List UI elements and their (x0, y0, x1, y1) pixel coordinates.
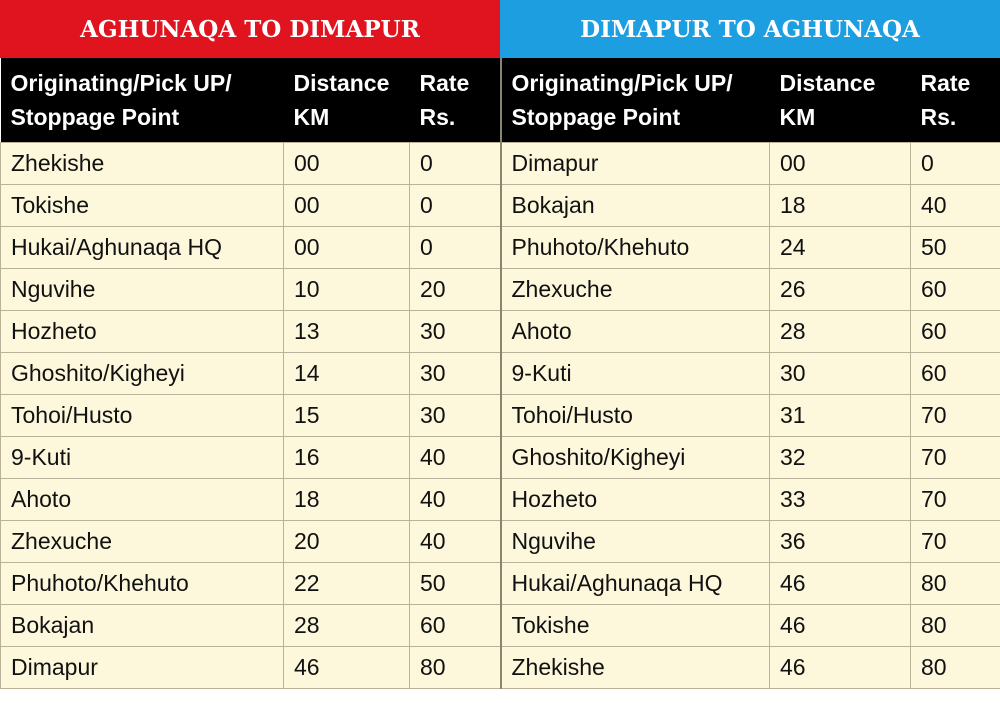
table-row (1, 269, 1000, 311)
right-point-cell: Phuhoto/Khehuto (501, 227, 770, 269)
right-distance-cell: 24 (770, 227, 911, 269)
right-distance-cell: 46 (770, 647, 911, 689)
right-point-cell: Hozheto (501, 479, 770, 521)
right-rate-cell: 50 (911, 227, 1000, 269)
left-point-cell: 9-Kuti (1, 437, 284, 479)
right-rate-cell: 70 (911, 479, 1000, 521)
left-point-cell: Ghoshito/Kigheyi (1, 353, 284, 395)
left-rate-cell: 30 (410, 395, 501, 437)
left-point-cell: Zhexuche (1, 521, 284, 563)
table-row (1, 185, 1000, 227)
right-distance-cell: 00 (770, 143, 911, 185)
column-header-row (1, 58, 1000, 143)
left-distance-cell: 00 (284, 227, 410, 269)
left-distance-cell: 22 (284, 563, 410, 605)
right-point-cell: Nguvihe (501, 521, 770, 563)
right-distance-cell: 26 (770, 269, 911, 311)
left-rate-cell: 60 (410, 605, 501, 647)
left-point-cell: Phuhoto/Khehuto (1, 563, 284, 605)
table-row (1, 605, 1000, 647)
right-rate-cell: 80 (911, 647, 1000, 689)
right-rate-cell: 80 (911, 605, 1000, 647)
right-rate-cell: 70 (911, 437, 1000, 479)
right-distance-cell: 30 (770, 353, 911, 395)
table-row (1, 479, 1000, 521)
left-rate-cell: 20 (410, 269, 501, 311)
left-rate-cell: 30 (410, 353, 501, 395)
left-point-cell: Nguvihe (1, 269, 284, 311)
right-point-cell: Bokajan (501, 185, 770, 227)
left-distance-header: Distance KM (284, 58, 410, 143)
left-point-cell: Hukai/Aghunaqa HQ (1, 227, 284, 269)
right-point-cell: Zhekishe (501, 647, 770, 689)
right-distance-cell: 46 (770, 563, 911, 605)
left-rate-cell: 0 (410, 227, 501, 269)
table-row (1, 395, 1000, 437)
left-distance-cell: 00 (284, 185, 410, 227)
right-rate-header: Rate Rs. (911, 58, 1000, 143)
right-route-title: DIMAPUR TO AGHUNAQA (500, 0, 1000, 58)
left-rate-cell: 80 (410, 647, 501, 689)
right-rate-cell: 60 (911, 269, 1000, 311)
right-point-cell: Dimapur (501, 143, 770, 185)
left-point-header: Originating/Pick UP/ Stoppage Point (1, 58, 284, 143)
table-row (1, 143, 1000, 185)
right-rate-cell: 70 (911, 395, 1000, 437)
left-rate-cell: 50 (410, 563, 501, 605)
left-point-cell: Tohoi/Husto (1, 395, 284, 437)
right-distance-cell: 31 (770, 395, 911, 437)
table-row (1, 521, 1000, 563)
left-distance-cell: 14 (284, 353, 410, 395)
table-row (1, 353, 1000, 395)
left-rate-cell: 0 (410, 143, 501, 185)
left-distance-cell: 13 (284, 311, 410, 353)
left-point-cell: Dimapur (1, 647, 284, 689)
right-distance-cell: 46 (770, 605, 911, 647)
left-rate-cell: 0 (410, 185, 501, 227)
left-distance-cell: 18 (284, 479, 410, 521)
right-point-header: Originating/Pick UP/ Stoppage Point (501, 58, 770, 143)
left-rate-header: Rate Rs. (410, 58, 501, 143)
right-distance-cell: 32 (770, 437, 911, 479)
table-row (1, 227, 1000, 269)
right-point-cell: Tokishe (501, 605, 770, 647)
left-route-title: AGHUNAQA TO DIMAPUR (0, 0, 500, 58)
right-point-cell: Zhexuche (501, 269, 770, 311)
left-distance-cell: 10 (284, 269, 410, 311)
right-point-cell: Hukai/Aghunaqa HQ (501, 563, 770, 605)
left-distance-cell: 20 (284, 521, 410, 563)
left-distance-cell: 16 (284, 437, 410, 479)
right-distance-header: Distance KM (770, 58, 911, 143)
right-distance-cell: 36 (770, 521, 911, 563)
left-distance-cell: 28 (284, 605, 410, 647)
left-point-cell: Hozheto (1, 311, 284, 353)
left-rate-cell: 40 (410, 437, 501, 479)
right-distance-cell: 28 (770, 311, 911, 353)
right-distance-cell: 18 (770, 185, 911, 227)
left-distance-cell: 15 (284, 395, 410, 437)
right-rate-cell: 70 (911, 521, 1000, 563)
left-distance-cell: 00 (284, 143, 410, 185)
right-point-cell: Ghoshito/Kigheyi (501, 437, 770, 479)
right-rate-cell: 60 (911, 353, 1000, 395)
right-point-cell: Tohoi/Husto (501, 395, 770, 437)
right-point-cell: 9-Kuti (501, 353, 770, 395)
table-row (1, 437, 1000, 479)
table-row (1, 647, 1000, 689)
left-rate-cell: 30 (410, 311, 501, 353)
right-point-cell: Ahoto (501, 311, 770, 353)
left-point-cell: Tokishe (1, 185, 284, 227)
left-distance-cell: 46 (284, 647, 410, 689)
left-point-cell: Bokajan (1, 605, 284, 647)
fare-table (0, 58, 1000, 689)
table-row (1, 311, 1000, 353)
table-row (1, 563, 1000, 605)
right-distance-cell: 33 (770, 479, 911, 521)
right-rate-cell: 0 (911, 143, 1000, 185)
left-point-cell: Zhekishe (1, 143, 284, 185)
right-rate-cell: 40 (911, 185, 1000, 227)
left-point-cell: Ahoto (1, 479, 284, 521)
left-rate-cell: 40 (410, 521, 501, 563)
right-rate-cell: 80 (911, 563, 1000, 605)
left-rate-cell: 40 (410, 479, 501, 521)
right-rate-cell: 60 (911, 311, 1000, 353)
fare-rows (1, 143, 1000, 689)
